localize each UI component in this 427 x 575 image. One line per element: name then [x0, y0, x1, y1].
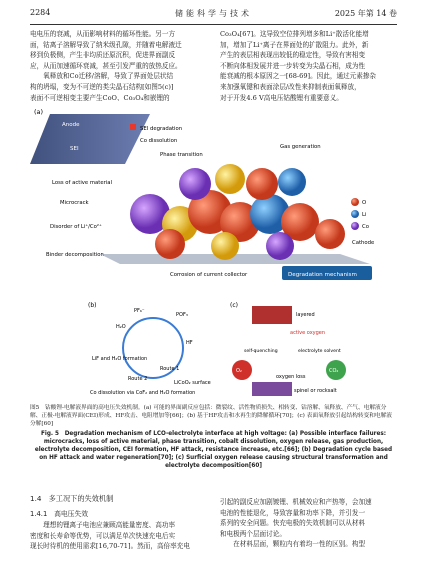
degradation-label: Degradation mechanism — [288, 272, 357, 278]
figure-caption — [30, 404, 397, 470]
loss-active-label: Loss of active material — [52, 180, 112, 186]
bottom-right-text — [220, 497, 398, 550]
spinel-block — [252, 382, 292, 396]
text-line: 构的坍塌，变为不可逆的类尖晶石结构[如图5(c)] — [30, 82, 174, 91]
text-line: 移到负极侧，产生非均质还原沉积，促进界面副反 — [30, 51, 176, 60]
pf6-label: PF₆⁻ — [134, 308, 145, 314]
text-line: Co₃O₄[67]。这导致空位排列增多和Li⁺散活化能增 — [220, 30, 369, 38]
subsection-heading: 1.4.1 高电压失效 — [30, 510, 89, 518]
text-line: 不断向体相发展并进一步转变为尖晶石相，成为性 — [220, 61, 366, 70]
sei-degradation-marker — [130, 124, 136, 130]
text-line: 电电压的衰减，从而影响材料的循环性能。另一方 — [30, 30, 176, 38]
text-line: 应，从而加速循环衰减，甚至引发严重的放热反应。 — [30, 61, 182, 70]
panel-label-b: (b) — [88, 302, 97, 309]
particle — [215, 164, 245, 194]
o2-label: O₂ — [236, 368, 242, 374]
particle — [278, 168, 306, 196]
page-number: 2284 — [30, 8, 51, 17]
panel-label-a: (a) — [34, 108, 44, 116]
active-oxygen-label: active oxygen — [290, 330, 326, 336]
co2-label: CO₂ — [329, 368, 339, 374]
anode-label: Anode — [62, 122, 80, 128]
o2-circle — [232, 360, 252, 380]
particle — [266, 232, 294, 260]
text-line: 产生的表层相表现出较低的稳定性，导致有害相变 — [220, 51, 366, 60]
legend-o-dot — [351, 198, 359, 206]
lif-label: LiF and H₂O formation — [92, 356, 148, 362]
binder-label: Binder decomposition — [46, 252, 104, 258]
text-line: 理想的锂离子电池应兼顾高能量密度、高功率 — [30, 521, 176, 529]
layered-label: layered — [296, 312, 315, 318]
bottom-left-text — [30, 520, 208, 552]
text-line: 来加强氧键和表面涂层/改性来抑制表面氧释放， — [220, 82, 361, 91]
co-dissolution-label: Co dissolution — [140, 138, 178, 144]
pof3-label: POF₃ — [176, 312, 188, 318]
running-header — [30, 8, 397, 21]
oxygen-loss-label: oxygen loss — [276, 374, 306, 380]
legend-co: Co — [362, 224, 369, 230]
hf-label: HF — [186, 340, 193, 346]
figure-b — [88, 300, 213, 400]
text-line: 加，增加了Li⁺离子在界面处的扩散阻力。此外，新 — [220, 40, 369, 49]
legend-li-dot — [351, 210, 359, 218]
phase-transition-label: Phase transition — [160, 152, 203, 158]
disorder-label: Disorder of Li⁺/Co²⁺ — [50, 224, 102, 230]
caption-en: Fig. 5 Degradation mechanism of LCO-electrolyte interface at high voltage: (a) Possible interface failures: microcracks, loss of active material, phase transition, cobalt dissolution, oxygen release, gas production, electrolyte decomposition, CEI formation, HF attack, resistance increase, etc.[66]; (b) Degradation cycle based on HF attack and water regeneration[70]; (c) Surficial oxygen release causing structural transformation and electrolyte decomposition[60] — [34, 431, 393, 469]
gas-generation-label: Gas generation — [280, 144, 321, 150]
caption-cn: 图5 钴酸锂-电解液界面的高电压失效机制。(a) 可能的界面副反应包括：微裂纹、活性物质损失、相转变、钴溶解、氧释放、产气、电解液分解、正极-电解液界面(CEI)形成、HF攻击、电阻增加等[66]；(b) 基于HF攻击和水再生的降解循环[70]；(c) 表面氧释放引起结构转变和电解液分解[60] — [30, 405, 392, 427]
text-line: 和电极两个层面讨论。 — [220, 529, 286, 538]
text-line: 在材料层面，颗粒内有着均一性的区别。构型 — [220, 540, 366, 549]
text-line: 电池的性能退化，导致容量和功率下降，并引发一 — [220, 508, 366, 517]
header-rule — [30, 24, 397, 25]
route2-label: Route 2 — [128, 376, 148, 382]
particle — [315, 219, 345, 249]
issue-info: 2025 年第 14 卷 — [334, 9, 397, 18]
text-line: 表面不可逆相变主要产生CoO、Co₃O₄和嵌锂的 — [30, 93, 170, 102]
layered-block — [252, 306, 292, 324]
particle — [246, 168, 278, 200]
section-heading: 1.4 多工况下的失效机制 — [30, 494, 114, 503]
microcrack-label: Microcrack — [60, 200, 89, 206]
right-column-text — [220, 29, 398, 103]
sei-degradation-label: SEI degradation — [140, 126, 183, 132]
h2o-label: H₂O — [116, 324, 126, 330]
sei-label: SEI — [70, 146, 79, 152]
particle — [211, 232, 239, 260]
text-line: 对于开发4.6 V高电压钴酸锂有重要意义。 — [220, 93, 343, 102]
text-line: 氧释放和Co迁移/溶解，导致了界面处层状结 — [30, 72, 174, 81]
legend-li: Li — [362, 212, 367, 218]
route1-label: Route 1 — [160, 366, 180, 372]
figure-c — [230, 300, 350, 400]
journal-title: 储能科学与技术 — [175, 9, 252, 18]
text-line: 面，钴离子溶解导致了纳米级孔隙，并随着电解液迁 — [30, 40, 182, 49]
self-quenching-label: self-quenching — [244, 349, 278, 354]
panel-label-c: (c) — [230, 302, 238, 309]
electrolyte-solvent-label: electrolyte solvent — [298, 349, 341, 354]
licoo2-label: LiCoO₂ surface — [174, 380, 211, 386]
corrosion-label: Corrosion of current collector — [170, 272, 248, 278]
figure-a — [30, 104, 397, 289]
text-line: 系列的安全问题。快充电极的失效机制可以从材料 — [220, 519, 366, 528]
text-line: 现长时待机的使用需求[16,70-71]。然而，高倍率充电 — [30, 542, 190, 551]
left-column-text — [30, 29, 208, 103]
codiss-label: Co dissolution via CoF₂ and H₂O formation — [90, 390, 196, 396]
text-line: 引起的副反应加剧镀锂、机械效应和产热等，会加速 — [220, 498, 372, 506]
cathode-label: Cathode — [352, 240, 375, 246]
particle — [155, 229, 185, 259]
legend-o: O — [362, 200, 367, 206]
spinel-label: spinel or rocksalt — [294, 388, 337, 394]
text-line: 能衰减的根本原因之一[68-69]。因此，通过元素掺杂 — [220, 72, 377, 81]
legend-co-dot — [351, 222, 359, 230]
particle — [179, 168, 211, 200]
text-line: 密度和长寿命等优势，可以满足单次快速充电后实 — [30, 531, 176, 540]
